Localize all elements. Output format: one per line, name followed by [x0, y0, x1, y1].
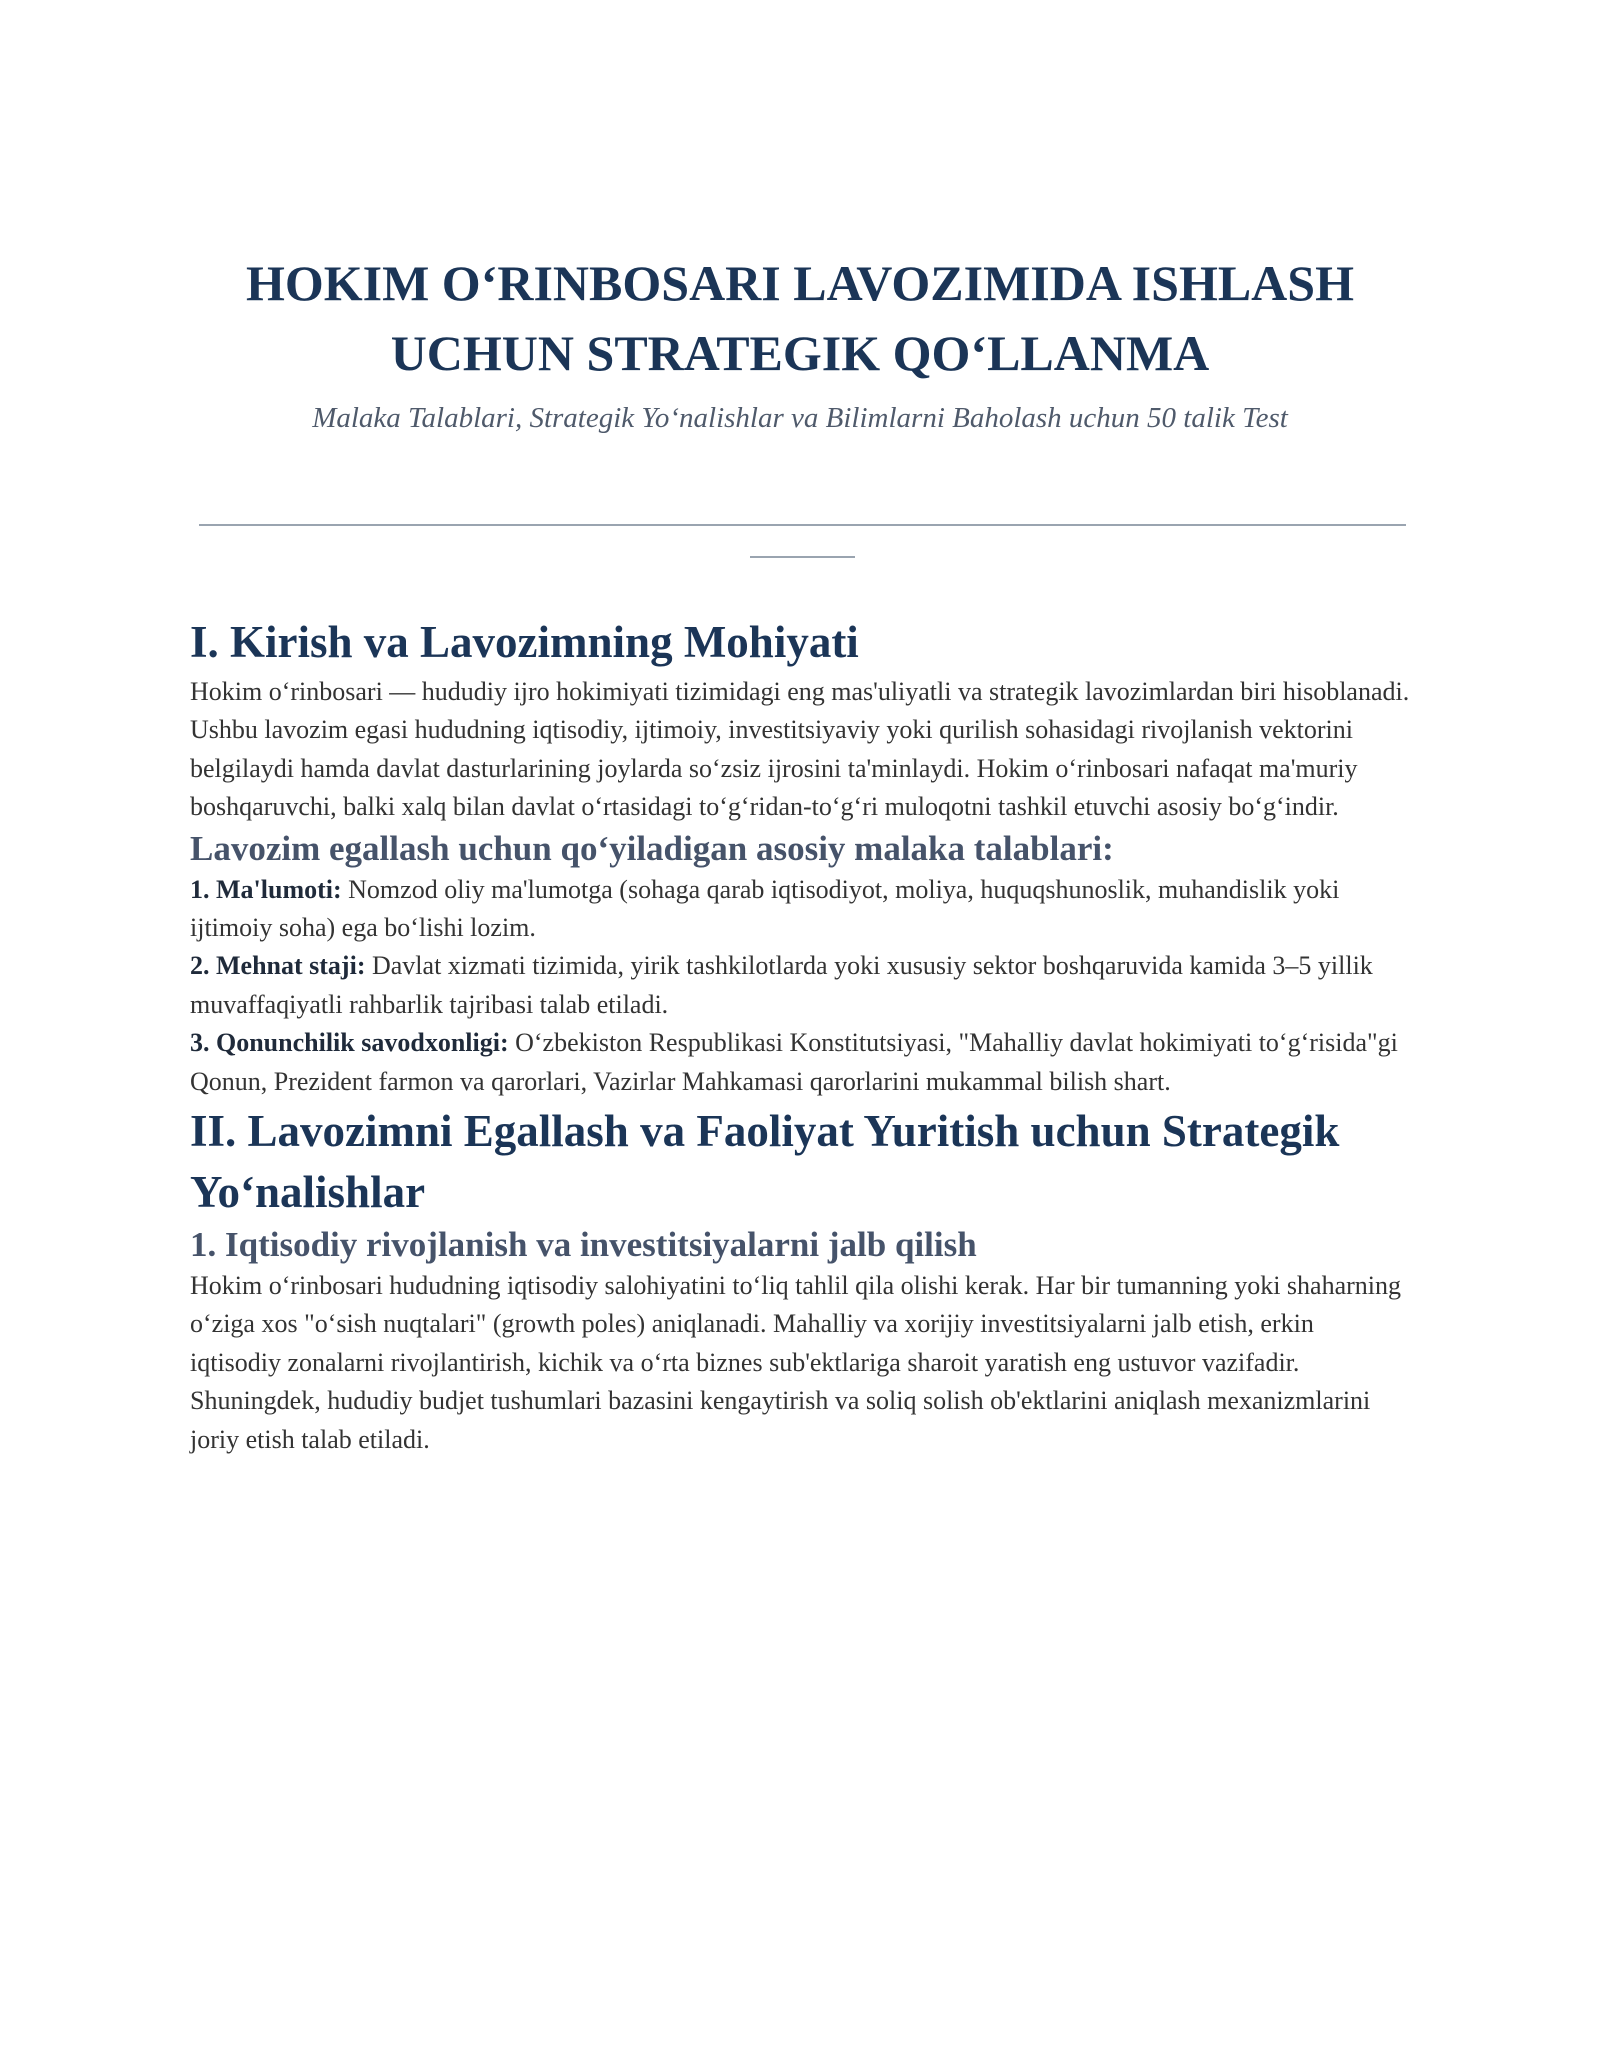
requirement-text: Nomzod oliy ma'lumotga (sohaga qarab iqtisodiyot, moliya, huquqshunoslik, muhandislik yoki ijtimoiy soha) ega bo‘lishi lozim. — [190, 874, 1340, 943]
section-heading-introduction: I. Kirish va Lavozimning Mohiyati — [190, 617, 859, 667]
requirement-item — [190, 947, 1410, 1024]
section-heading-strategic-directions: II. Lavozimni Egallash va Faoliyat Yuritish uchun Strategik Yo‘nalishlar — [190, 1106, 1340, 1218]
requirement-label: 1. Ma'lumoti: — [190, 874, 342, 904]
requirement-text: O‘zbekiston Respublikasi Konstitutsiyasi, "Mahalliy davlat hokimiyati to‘g‘risida"gi Qonun, Prezident farmon va qarorlari, Vazirlar Mahkamasi qarorlarini mukammal bilish shart. — [190, 1028, 1398, 1096]
subsection-heading-economic-development: 1. Iqtisodiy rivojlanish va investitsiyalarni jalb qilish — [190, 1225, 977, 1265]
document-body — [190, 612, 1410, 1459]
title-divider — [199, 524, 1406, 526]
requirement-item — [190, 1024, 1410, 1101]
requirement-text: Davlat xizmati tizimida, yirik tashkilotlarda yoki xususiy sektor boshqaruvida kamida 3–5 yillik muvaffaqiyatli rahbarlik tajribasi talab etiladi. — [190, 951, 1373, 1019]
document-title: HOKIM O‘RINBOSARI LAVOZIMIDA ISHLASH UCHUN STRATEGIK QO‘LLANMA — [245, 255, 1354, 381]
requirement-label: 3. Qonunchilik savodxonligi: — [190, 1028, 509, 1058]
economic-development-paragraph: Hokim o‘rinbosari hududning iqtisodiy salohiyatini to‘liq tahlil qila olishi kerak. Har bir tumanning yoki shaharning o‘ziga xos "o‘sish nuqtalari" (growth poles) aniqlanadi. Mahalliy va xorijiy investitsiyalarni jalb etish, erkin iqtisodiy zonalarni rivojlantirish, kichik va o‘rta biznes sub'ektlariga sharoit yaratish eng ustuvor vazifadir. Shuningdek, hududiy budjet tushumlari bazasini kengaytirish va soliq solish ob'ektlarini aniqlash mexanizmlarini joriy etish talab etiladi. — [190, 1271, 1402, 1454]
requirement-item — [190, 871, 1410, 948]
document-subtitle: Malaka Talablari, Strategik Yo‘nalishlar va Bilimlarni Baholash uchun 50 talik Test — [312, 402, 1288, 434]
requirement-label: 2. Mehnat staji: — [190, 951, 366, 981]
requirements-heading: Lavozim egallash uchun qo‘yiladigan asosiy malaka talablari: — [190, 828, 1114, 868]
title-divider-short — [750, 556, 855, 558]
introduction-paragraph: Hokim o‘rinbosari — hududiy ijro hokimiyati tizimidagi eng mas'uliyatli va strategik lavozimlardan biri hisoblanadi. Ushbu lavozim egasi hududning iqtisodiy, ijtimoiy, investitsiyaviy yoki qurilish sohasidagi rivojlanish vektorini belgilaydi hamda davlat dasturlarining joylarda so‘zsiz ijrosini ta'minlaydi. Hokim o‘rinbosari nafaqat ma'muriy boshqaruvchi, balki xalq bilan davlat o‘rtasidagi to‘g‘ridan-to‘g‘ri muloqotni tashkil etuvchi asosiy bo‘g‘indir. — [190, 677, 1410, 822]
